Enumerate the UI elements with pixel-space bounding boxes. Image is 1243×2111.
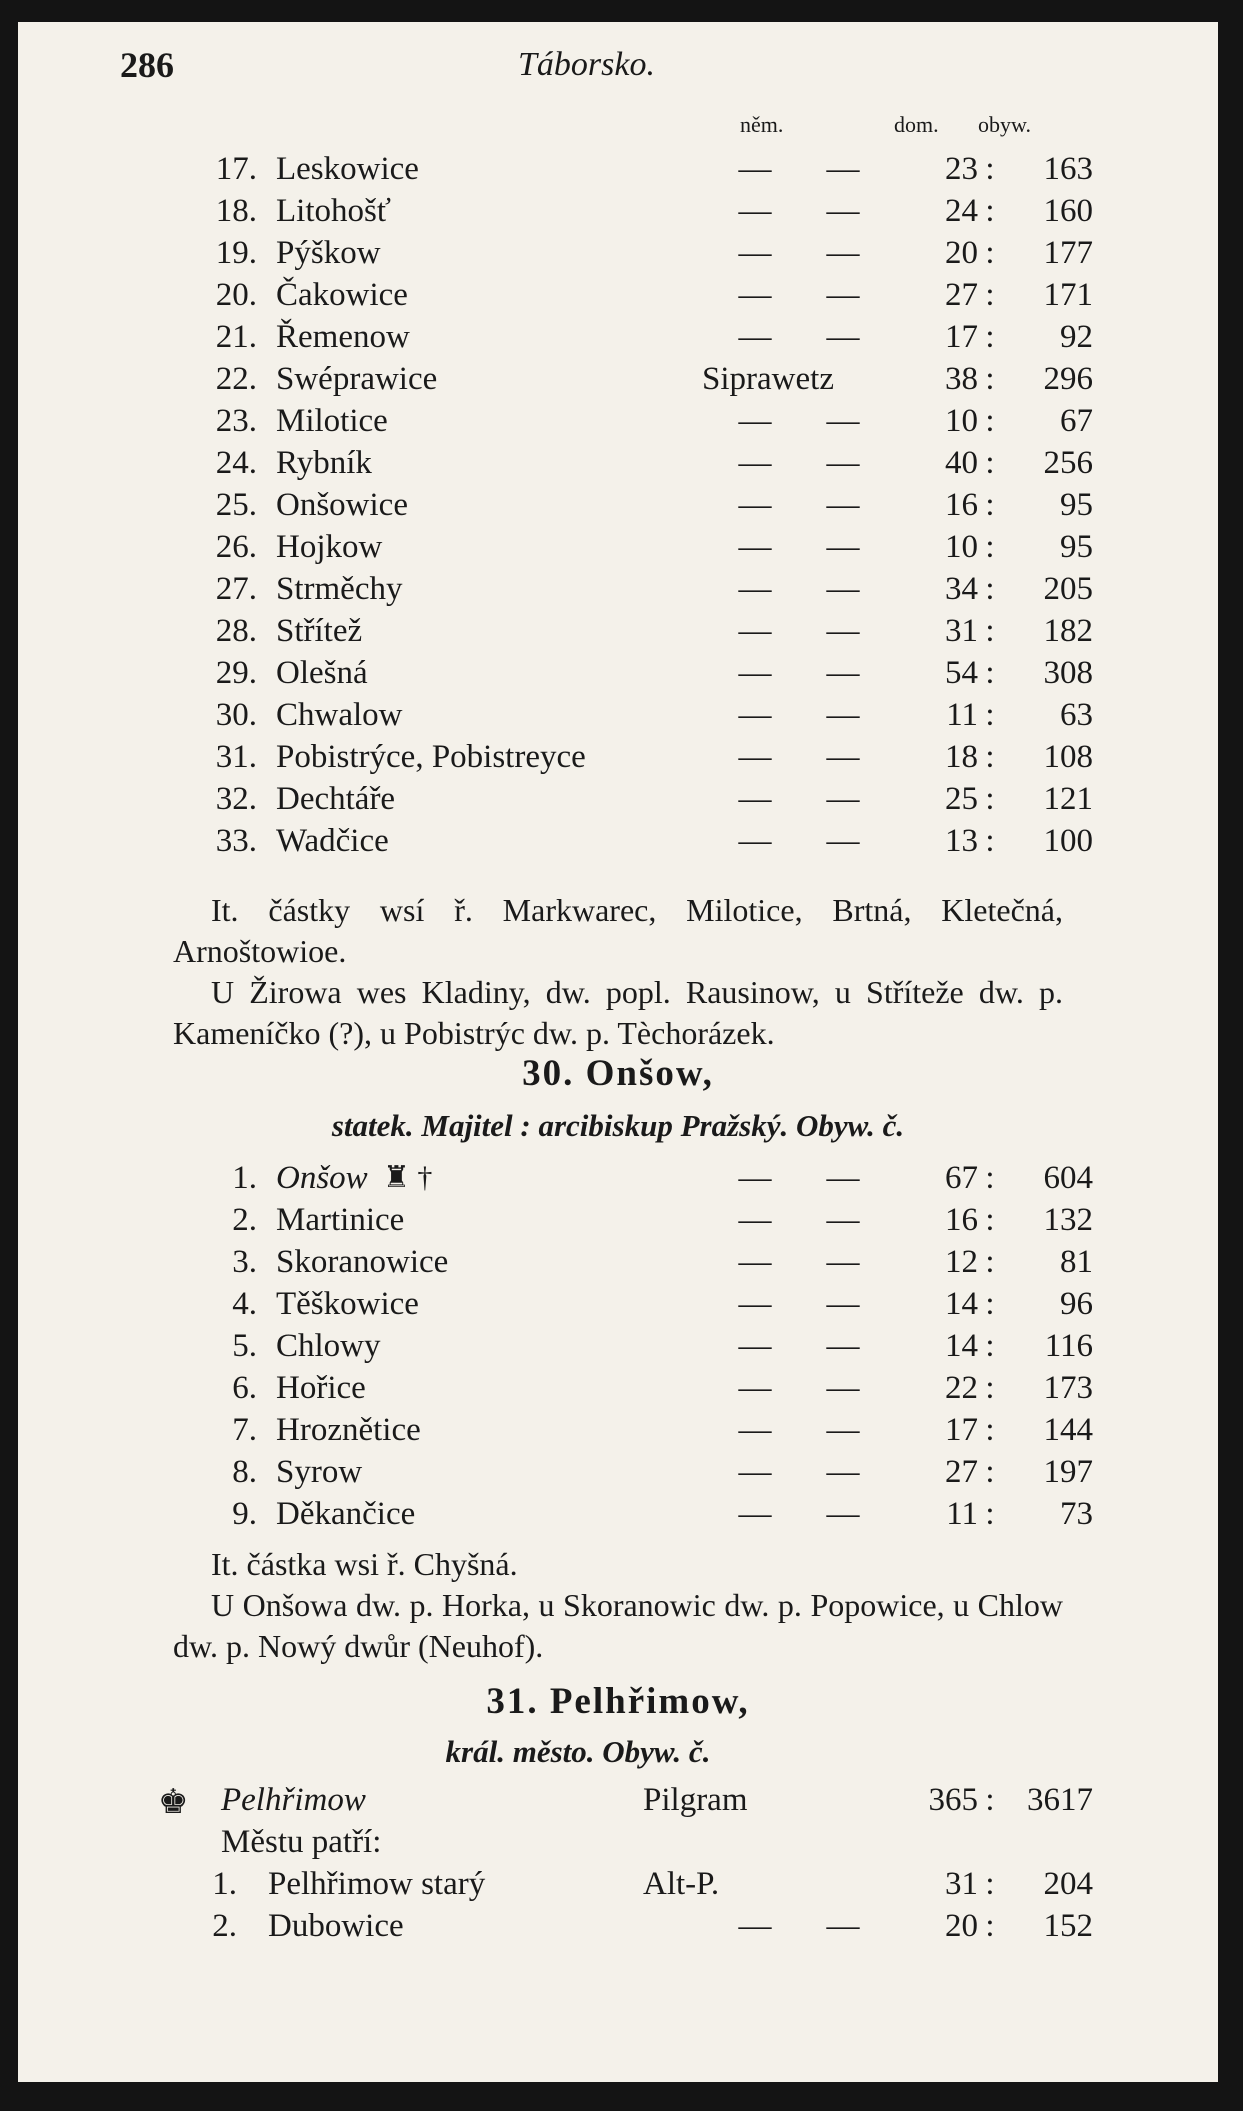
population-count: 100 — [1043, 823, 1093, 859]
separator: : — [985, 529, 995, 565]
population-count: 96 — [1060, 1286, 1093, 1322]
village-name: Hojkow — [276, 529, 383, 565]
castle-church-icon: ♜ † — [383, 1161, 433, 1194]
dash: — — [738, 235, 772, 271]
dash: — — [826, 1412, 860, 1448]
separator: : — [985, 781, 995, 817]
row-number: 2. — [232, 1202, 257, 1238]
running-title: Táborsko. — [518, 46, 655, 83]
village-name: Hořice — [276, 1370, 366, 1406]
table-row — [18, 1496, 1218, 1540]
row-number: 5. — [232, 1328, 257, 1364]
farmsteads-note: U Onšowa dw. p. Horka, u Skoranowic dw. p. Popowice, u Chlow dw. p. Nowý dwůr (Neuhof). — [173, 1587, 1063, 1664]
dash: — — [738, 151, 772, 187]
houses-count: 34 — [945, 571, 978, 607]
row-number: 29. — [215, 655, 257, 691]
dash: — — [826, 1160, 860, 1196]
houses-count: 12 — [945, 1244, 978, 1280]
dash: — — [826, 529, 860, 565]
table-row — [18, 1328, 1218, 1372]
dash: — — [826, 1244, 860, 1280]
row-number: 4. — [232, 1286, 257, 1322]
dash: — — [738, 1286, 772, 1322]
houses-count: 365 — [928, 1782, 978, 1818]
dash: — — [738, 1454, 772, 1490]
separator: : — [985, 655, 995, 691]
houses-count: 17 — [945, 319, 978, 355]
separator: : — [985, 1496, 995, 1532]
separator: : — [985, 193, 995, 229]
village-name: Skoranowice — [276, 1244, 449, 1280]
village-name: Čakowice — [276, 277, 408, 313]
houses-count: 10 — [945, 403, 978, 439]
table-row — [18, 445, 1218, 489]
row-number: 28. — [215, 613, 257, 649]
row-number: 26. — [215, 529, 257, 565]
belongs-text: Městu patří: — [221, 1824, 382, 1860]
village-name: Syrow — [276, 1454, 363, 1490]
village-name: Řemenow — [276, 319, 410, 355]
village-name: Chwalow — [276, 697, 403, 733]
dash: — — [826, 655, 860, 691]
population-count: 95 — [1060, 487, 1093, 523]
dash: — — [738, 319, 772, 355]
column-header-nem: něm. — [740, 112, 784, 137]
table-row — [18, 1202, 1218, 1246]
dash: — — [826, 151, 860, 187]
dash: — — [738, 1202, 772, 1238]
separator: : — [985, 235, 995, 271]
population-count: 308 — [1043, 655, 1093, 691]
dash: — — [826, 319, 860, 355]
dash: — — [738, 1160, 772, 1196]
row-number: 21. — [215, 319, 257, 355]
village-name: Dubowice — [268, 1908, 404, 1944]
village-name: Děkančice — [276, 1496, 416, 1532]
houses-count: 31 — [945, 613, 978, 649]
dash: — — [738, 739, 772, 775]
village-name: Leskowice — [276, 151, 419, 187]
village-name: Pobistrýce, Pobistreyce — [276, 739, 586, 775]
separator: : — [985, 1328, 995, 1364]
section-30-notes — [173, 1544, 1063, 1667]
belongs-label — [18, 1824, 1218, 1868]
houses-count: 10 — [945, 529, 978, 565]
dash: — — [738, 697, 772, 733]
table-row — [18, 1244, 1218, 1288]
separator: : — [985, 1412, 995, 1448]
population-count: 182 — [1043, 613, 1093, 649]
table-row — [18, 151, 1218, 195]
population-count: 152 — [1043, 1908, 1093, 1944]
population-count: 81 — [1060, 1244, 1093, 1280]
village-name: Hroznětice — [276, 1412, 421, 1448]
village-name: Těškowice — [276, 1286, 419, 1322]
population-count: 256 — [1043, 445, 1093, 481]
village-name: Pelhřimow starý — [268, 1866, 486, 1902]
separator: : — [985, 571, 995, 607]
book-page — [18, 22, 1218, 2082]
dash: — — [826, 697, 860, 733]
separator: : — [985, 613, 995, 649]
population-count: 132 — [1043, 1202, 1093, 1238]
houses-count: 31 — [945, 1866, 978, 1902]
dash: — — [738, 1328, 772, 1364]
houses-count: 27 — [945, 1454, 978, 1490]
row-number: 31. — [215, 739, 257, 775]
separator: : — [985, 1160, 995, 1196]
population-count: 171 — [1043, 277, 1093, 313]
table-row — [18, 361, 1218, 405]
table-row — [18, 781, 1218, 825]
houses-count: 18 — [945, 739, 978, 775]
population-count: 604 — [1043, 1160, 1093, 1196]
table-row — [18, 613, 1218, 657]
separator: : — [985, 487, 995, 523]
section-29-notes — [173, 890, 1063, 1054]
village-name: Chlowy — [276, 1328, 381, 1364]
dash: — — [826, 1286, 860, 1322]
dash: — — [738, 613, 772, 649]
population-count: 92 — [1060, 319, 1093, 355]
dash: — — [738, 1412, 772, 1448]
dash: — — [738, 1908, 772, 1944]
table-row — [18, 1286, 1218, 1330]
parts-note: It. částka wsi ř. Chyšná. — [211, 1546, 518, 1582]
dash: — — [738, 781, 772, 817]
row-number: 30. — [215, 697, 257, 733]
houses-count: 54 — [945, 655, 978, 691]
town-name: Pelhřimow — [221, 1782, 366, 1818]
population-count: 197 — [1043, 1454, 1093, 1490]
separator: : — [985, 1286, 995, 1322]
houses-count: 24 — [945, 193, 978, 229]
dash: — — [826, 1908, 860, 1944]
row-number: 27. — [215, 571, 257, 607]
houses-count: 14 — [945, 1328, 978, 1364]
village-name: Olešná — [276, 655, 368, 691]
population-count: 177 — [1043, 235, 1093, 271]
population-count: 108 — [1043, 739, 1093, 775]
village-name: Litohošť — [276, 193, 391, 229]
section-31-subtitle: král. město. Obyw. č. — [445, 1734, 711, 1769]
table-row — [18, 1454, 1218, 1498]
parts-note: It. částky wsí ř. Markwarec, Milotice, Brtná, Kletečná, Arnoštowioe. — [173, 892, 1063, 969]
dash: — — [738, 529, 772, 565]
separator: : — [985, 403, 995, 439]
dash: — — [826, 739, 860, 775]
dash: — — [826, 403, 860, 439]
table-row — [18, 1908, 1218, 1952]
houses-count: 11 — [946, 1496, 978, 1532]
dash: — — [738, 445, 772, 481]
houses-count: 11 — [946, 697, 978, 733]
houses-count: 17 — [945, 1412, 978, 1448]
table-row — [18, 487, 1218, 531]
separator: : — [985, 319, 995, 355]
population-count: 163 — [1043, 151, 1093, 187]
houses-count: 13 — [945, 823, 978, 859]
separator: : — [985, 697, 995, 733]
separator: : — [985, 1202, 995, 1238]
village-name: Onšowice — [276, 487, 408, 523]
german-name: Siprawetz — [702, 361, 834, 397]
dash: — — [738, 1370, 772, 1406]
row-number: 1. — [232, 1160, 257, 1196]
population-count: 67 — [1060, 403, 1093, 439]
houses-count: 20 — [945, 235, 978, 271]
population-count: 204 — [1043, 1866, 1093, 1902]
dash: — — [826, 1454, 860, 1490]
population-count: 205 — [1043, 571, 1093, 607]
dash: — — [826, 1328, 860, 1364]
village-name: Wadčice — [276, 823, 389, 859]
houses-count: 38 — [945, 361, 978, 397]
separator: : — [985, 1454, 995, 1490]
table-row — [18, 823, 1218, 867]
dash: — — [738, 487, 772, 523]
dash: — — [826, 193, 860, 229]
row-number: 9. — [232, 1496, 257, 1532]
column-header-obyw: obyw. — [978, 112, 1031, 137]
dash: — — [738, 193, 772, 229]
table-row — [18, 1412, 1218, 1456]
houses-count: 14 — [945, 1286, 978, 1322]
column-header-dom: dom. — [894, 112, 939, 137]
houses-count: 16 — [945, 487, 978, 523]
village-name: Strměchy — [276, 571, 403, 607]
separator: : — [985, 739, 995, 775]
dash: — — [738, 655, 772, 691]
separator: : — [985, 823, 995, 859]
separator: : — [985, 1782, 995, 1818]
dash: — — [826, 235, 860, 271]
section-30-subtitle: statek. Majitel : arcibiskup Pražský. Obyw. č. — [331, 1108, 905, 1143]
separator: : — [985, 1908, 995, 1944]
row-number: 25. — [215, 487, 257, 523]
houses-count: 25 — [945, 781, 978, 817]
population-count: 73 — [1060, 1496, 1093, 1532]
village-name: Swéprawice — [276, 361, 438, 397]
row-number: 22. — [215, 361, 257, 397]
table-row — [18, 319, 1218, 363]
houses-count: 27 — [945, 277, 978, 313]
village-name: Milotice — [276, 403, 388, 439]
table-row — [18, 529, 1218, 573]
table-row — [18, 1782, 1218, 1826]
table-row — [18, 571, 1218, 615]
population-count: 116 — [1044, 1328, 1093, 1364]
table-row — [18, 1160, 1218, 1204]
dash: — — [826, 823, 860, 859]
population-count: 296 — [1043, 361, 1093, 397]
row-number: 2. — [212, 1908, 237, 1944]
population-count: 95 — [1060, 529, 1093, 565]
table-row — [18, 697, 1218, 741]
row-number: 33. — [215, 823, 257, 859]
table-row — [18, 739, 1218, 783]
row-number: 23. — [215, 403, 257, 439]
village-name: Martinice — [276, 1202, 405, 1238]
dash: — — [738, 403, 772, 439]
village-name: Pýškow — [276, 235, 381, 271]
separator: : — [985, 151, 995, 187]
section-30-title: 30. Onšow, — [522, 1053, 714, 1094]
houses-count: 23 — [945, 151, 978, 187]
population-count: 144 — [1043, 1412, 1093, 1448]
dash: — — [738, 823, 772, 859]
dash: — — [826, 613, 860, 649]
dash: — — [826, 277, 860, 313]
houses-count: 20 — [945, 1908, 978, 1944]
separator: : — [985, 361, 995, 397]
dash: — — [826, 1202, 860, 1238]
row-number: 7. — [232, 1412, 257, 1448]
farmsteads-note: U Žirowa wes Kladiny, dw. popl. Rausinow, u Stříteže dw. p. Kameníčko (?), u Pobistrýc dw. p. Tèchorázek. — [173, 974, 1063, 1051]
population-count: 63 — [1060, 697, 1093, 733]
dash: — — [826, 781, 860, 817]
table-row — [18, 235, 1218, 279]
row-number: 19. — [215, 235, 257, 271]
dash: — — [826, 487, 860, 523]
table-row — [18, 1866, 1218, 1910]
houses-count: 22 — [945, 1370, 978, 1406]
row-number: 24. — [215, 445, 257, 481]
table-row — [18, 655, 1218, 699]
dash: — — [826, 571, 860, 607]
dash: — — [738, 1496, 772, 1532]
houses-count: 40 — [945, 445, 978, 481]
village-name: Dechtáře — [276, 781, 396, 817]
separator: : — [985, 1866, 995, 1902]
separator: : — [985, 277, 995, 313]
table-row — [18, 193, 1218, 237]
houses-count: 67 — [945, 1160, 978, 1196]
row-number: 1. — [212, 1866, 237, 1902]
separator: : — [985, 1370, 995, 1406]
dash: — — [826, 1370, 860, 1406]
table-row — [18, 403, 1218, 447]
village-name: Rybník — [276, 445, 372, 481]
section-31-title: 31. Pelhřimow, — [486, 1681, 750, 1722]
dash: — — [738, 571, 772, 607]
row-number: 6. — [232, 1370, 257, 1406]
population-count: 121 — [1043, 781, 1093, 817]
separator: : — [985, 1244, 995, 1280]
dash: — — [826, 1496, 860, 1532]
table-row — [18, 1370, 1218, 1414]
german-name: Alt-P. — [643, 1866, 720, 1902]
row-number: 32. — [215, 781, 257, 817]
population-count: 173 — [1043, 1370, 1093, 1406]
row-number: 8. — [232, 1454, 257, 1490]
dash: — — [738, 1244, 772, 1280]
population-count: 3617 — [1027, 1782, 1093, 1818]
table-row — [18, 277, 1218, 321]
row-number: 20. — [215, 277, 257, 313]
royal-town-icon: ♚ — [158, 1784, 189, 1821]
population-count: 160 — [1043, 193, 1093, 229]
row-number: 3. — [232, 1244, 257, 1280]
row-number: 18. — [215, 193, 257, 229]
separator: : — [985, 445, 995, 481]
dash: — — [738, 277, 772, 313]
german-name: Pilgram — [643, 1782, 748, 1818]
dash: — — [826, 445, 860, 481]
houses-count: 16 — [945, 1202, 978, 1238]
row-number: 17. — [215, 151, 257, 187]
village-name: Střítež — [276, 613, 363, 649]
page-number: 286 — [120, 45, 174, 85]
village-name: Onšow — [276, 1160, 368, 1196]
